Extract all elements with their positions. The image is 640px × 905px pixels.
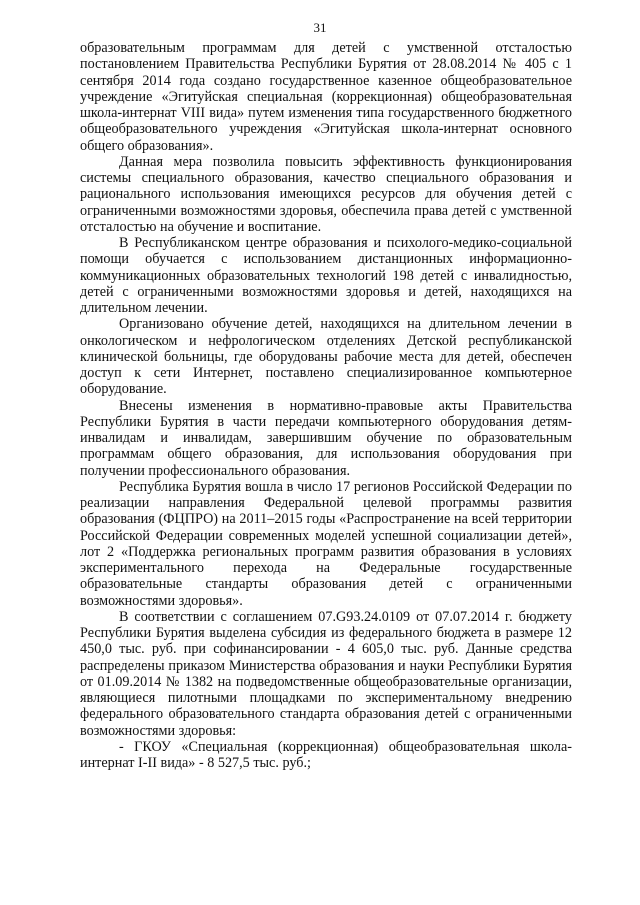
paragraph-continuation: образовательным программам для детей с умственной отсталостью постановлением Правительства Республики Бурятия от 28.08.2014 № 405 с 1 сентября 2014 года создано государственное казенное общеобразовательное учреждение «Эгитуйская специальная (коррекционная) общеобразовательная школа-интернат VIII вида» путем изменения типа государственного бюджетного общеобразовательного учреждения «Эгитуйская школа-интернат основного общего образования».	[80, 40, 572, 154]
list-item: - ГКОУ «Специальная (коррекционная) общеобразовательная школа-интернат I-II вида» - 8 527,5 тыс. руб.;	[80, 738, 572, 771]
document-body	[80, 40, 572, 771]
paragraph: Внесены изменения в нормативно-правовые акты Правительства Республики Бурятия в части передачи компьютерного оборудования детям-инвалидам и инвалидам, завершившим обучение по образовательным программам общего образования, для использования оборудования при получении профессионального образования.	[80, 397, 572, 479]
paragraph: В соответствии с соглашением 07.G93.24.0109 от 07.07.2014 г. бюджету Республики Бурятия выделена субсидия из федерального бюджета в размере 12 450,0 тыс. руб. при софинансировании - 4 605,0 тыс. руб. Данные средства распределены приказом Министерства образования и науки Республики Бурятия от 01.09.2014 № 1382 на подведомственные общеобразовательные организации, являющиеся пилотными площадками по экспериментальному внедрению федерального образовательного стандарта образования детей с ограниченными возможностями здоровья:	[80, 608, 572, 739]
paragraph: В Республиканском центре образования и психолого-медико-социальной помощи обучается с использованием дистанционных информационно-коммуникационных образовательных технологий 198 детей с инвалидностью, детей с ограниченными возможностями здоровья и детей, находящихся на длительном лечении.	[80, 235, 572, 316]
paragraph: Республика Бурятия вошла в число 17 регионов Российской Федерации по реализации направления Федеральной целевой программы развития образования (ФЦПРО) на 2011–2015 годы «Распространение на всей территории Российской Федерации современных моделей успешной социализации детей», лот 2 «Поддержка региональных программ развития образования в условиях экспериментального перехода на Федеральные государственные образовательные стандарты образования детей с ограниченными возможностями здоровья».	[80, 478, 572, 609]
paragraph: Данная мера позволила повысить эффективность функционирования системы специального образования, качество специального образования и рационального использования имеющихся ресурсов для обучения детей с ограниченными возможностями здоровья, обеспечила права детей с умственной отсталостью на обучение и воспитание.	[80, 153, 572, 235]
paragraph: Организовано обучение детей, находящихся на длительном лечении в онкологическом и нефрологическом отделениях Детской республиканской клинической больницы, где оборудованы рабочие места для детей, обеспечен доступ к сети Интернет, поставлено специализированное компьютерное оборудование.	[80, 316, 572, 398]
page-number: 31	[313, 20, 327, 35]
